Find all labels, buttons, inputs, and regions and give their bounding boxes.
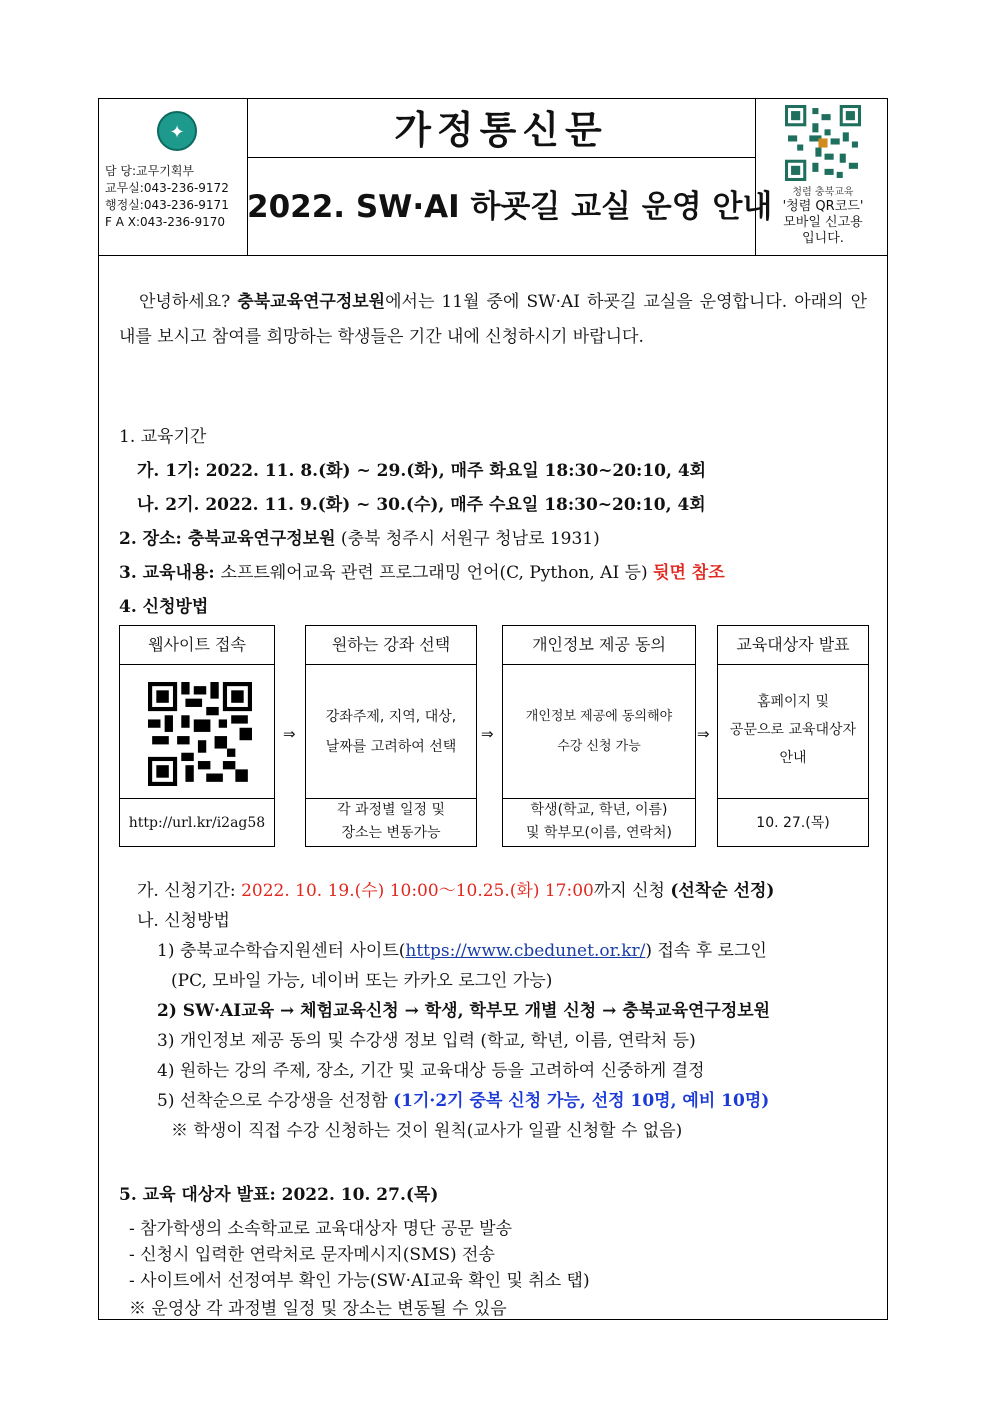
place-label: 2. 장소:	[119, 529, 188, 549]
section-heading: 4. 신청방법	[119, 597, 209, 617]
flow-step-title: 교육대상자 발표	[718, 626, 868, 665]
flow-desc-line: 날짜를 고려하여 선택	[325, 739, 457, 755]
flow-desc-line: 안내	[779, 750, 807, 766]
flow-note-line: 각 과정별 일정 및	[336, 802, 446, 818]
cbedunet-link[interactable]: https://www.cbedunet.or.kr/	[405, 941, 646, 961]
contact-line: F A X:043-236-9170	[105, 215, 226, 229]
intro-paragraph	[119, 285, 867, 355]
apply-step-highlight: (1기·2기 중복 신청 가능, 선정 10명, 예비 10명)	[393, 1091, 770, 1111]
apply-period-dates: 2022. 10. 19.(수) 10:00～10.25.(화) 17:00	[241, 881, 594, 901]
qr-note	[761, 199, 885, 247]
apply-step-text: ) 접속 후 로그인	[645, 941, 767, 961]
announce-note: ※ 운영상 각 과정별 일정 및 장소는 변동될 수 있음	[129, 1299, 507, 1319]
flow-step-desc	[306, 702, 476, 762]
apply-step-3: 3) 개인정보 제공 동의 및 수강생 정보 입력 (학교, 학년, 이름, 연락처 등)	[157, 1031, 696, 1051]
school-logo-icon: ✦	[157, 111, 197, 151]
flow-desc-line: 홈페이지 및	[756, 694, 830, 710]
flow-desc-line: 공문으로 교육대상자	[729, 722, 857, 738]
flow-step-note	[306, 798, 476, 847]
content-label: 3. 교육내용:	[119, 563, 221, 583]
flow-desc-line: 개인정보 제공에 동의해야	[525, 709, 673, 724]
flow-step-desc	[718, 688, 868, 772]
announce-item: - 참가학생의 소속학교로 교육대상자 명단 공문 발송	[129, 1219, 513, 1239]
flow-step-note	[503, 798, 695, 847]
notice-frame	[98, 98, 888, 1320]
qr-code-icon[interactable]	[785, 105, 861, 181]
header-divider	[755, 99, 756, 255]
section-place	[119, 527, 600, 551]
intro-text: 에서는 11월 중에 SW·AI 하굣길 교실을 운영합니다. 아래의 안내를 보시고 참여를 희망하는 학생들은 기간 내에 신청하시기 바랍니다.	[119, 292, 867, 347]
section-heading: 5. 교육 대상자 발표: 2022. 10. 27.(목)	[119, 1185, 439, 1205]
place-name: 충북교육연구정보원	[187, 529, 336, 549]
apply-method-heading: 나. 신청방법	[137, 911, 230, 931]
header-bottom-rule	[99, 255, 887, 256]
page-title: 가정통신문	[394, 108, 608, 152]
period-1: 가. 1기: 2022. 11. 8.(화) ~ 29.(화), 매주 화요일 18:30~20:10, 4회	[137, 461, 707, 481]
flow-arrow-icon: ⇒	[697, 725, 710, 743]
intro-text: 안녕하세요?	[139, 292, 238, 312]
flow-step-title: 원하는 강좌 선택	[306, 626, 476, 665]
flow-step-select	[305, 625, 477, 847]
apply-step-1	[157, 939, 767, 963]
flow-desc-line: 강좌주제, 지역, 대상,	[325, 709, 457, 725]
contact-line: 행정실:043-236-9171	[105, 198, 229, 212]
flow-note-line: 10. 27.(목)	[756, 815, 830, 831]
apply-step-4: 4) 원하는 강의 주제, 장소, 기간 및 교육대상 등을 고려하여 신중하게 결정	[157, 1061, 705, 1081]
contact-line: 교무실:043-236-9172	[105, 181, 229, 195]
flow-desc-line: 수강 신청 가능	[557, 739, 641, 754]
section-heading: 1. 교육기간	[119, 427, 207, 447]
qr-note-line: 모바일 신고용	[783, 215, 863, 230]
flow-arrow-icon: ⇒	[283, 725, 296, 743]
apply-step-2: 2) SW·AI교육 → 체험교육신청 → 학생, 학부모 개별 신청 → 충북교육연구정보원	[157, 1001, 771, 1021]
flow-step-note	[718, 798, 868, 847]
apply-step-1-note: (PC, 모바일 가능, 네이버 또는 카카오 로그인 가능)	[171, 971, 553, 991]
announce-item: - 신청시 입력한 연락처로 문자메시지(SMS) 전송	[129, 1245, 495, 1265]
flow-step-title: 웹사이트 접속	[120, 626, 274, 665]
announce-item: - 사이트에서 선정여부 확인 가능(SW·AI교육 확인 및 취소 탭)	[129, 1271, 590, 1291]
qr-note-line: 입니다.	[802, 231, 844, 246]
apply-period-note: (선착순 선정)	[670, 881, 775, 901]
apply-step-5	[157, 1089, 769, 1113]
content-ref: 뒷면 참조	[653, 563, 725, 583]
flow-step-announce	[717, 625, 869, 847]
apply-period-text: 까지 신청	[593, 881, 671, 901]
flow-step-title: 개인정보 제공 동의	[503, 626, 695, 665]
flow-step-desc	[503, 702, 695, 762]
apply-period-label: 가. 신청기간:	[137, 881, 242, 901]
contact-info	[105, 163, 245, 231]
page-subtitle: 2022. SW·AI 하굣길 교실 운영 안내	[247, 189, 773, 225]
apply-period	[137, 879, 774, 903]
flow-note-line: 장소는 변동가능	[341, 825, 441, 841]
qr-note-line: '청렴 QR코드'	[782, 199, 864, 214]
apply-step-text: 1) 충북교수학습지원센터 사이트(	[157, 941, 406, 961]
apply-note: ※ 학생이 직접 수강 신청하는 것이 원칙(교사가 일괄 신청할 수 없음)	[171, 1121, 683, 1141]
flow-step-consent	[502, 625, 696, 847]
intro-org: 충북교육연구정보원	[237, 292, 386, 312]
qr-code-icon[interactable]	[148, 682, 252, 786]
contact-line: 담 당:교무기획부	[105, 164, 195, 178]
header-divider	[247, 157, 755, 158]
content-text: 소프트웨어교육 관련 프로그래밍 언어(C, Python, AI 등)	[220, 563, 654, 583]
flow-arrow-icon: ⇒	[481, 725, 494, 743]
website-url[interactable]: http://url.kr/i2ag58	[120, 798, 274, 847]
flow-note-line: 및 학부모(이름, 연락처)	[526, 825, 672, 841]
flow-note-line: 학생(학교, 학년, 이름)	[530, 802, 668, 818]
place-address: (충북 청주시 서원구 청남로 1931)	[335, 529, 600, 549]
apply-step-text: 5) 선착순으로 수강생을 선정함	[157, 1091, 394, 1111]
period-2: 나. 2기. 2022. 11. 9.(화) ~ 30.(수), 매주 수요일 18:30~20:10, 4회	[137, 495, 706, 515]
section-content	[119, 561, 725, 585]
qr-caption: 청렴 충북교육	[792, 187, 854, 198]
flow-step-website	[119, 625, 275, 847]
